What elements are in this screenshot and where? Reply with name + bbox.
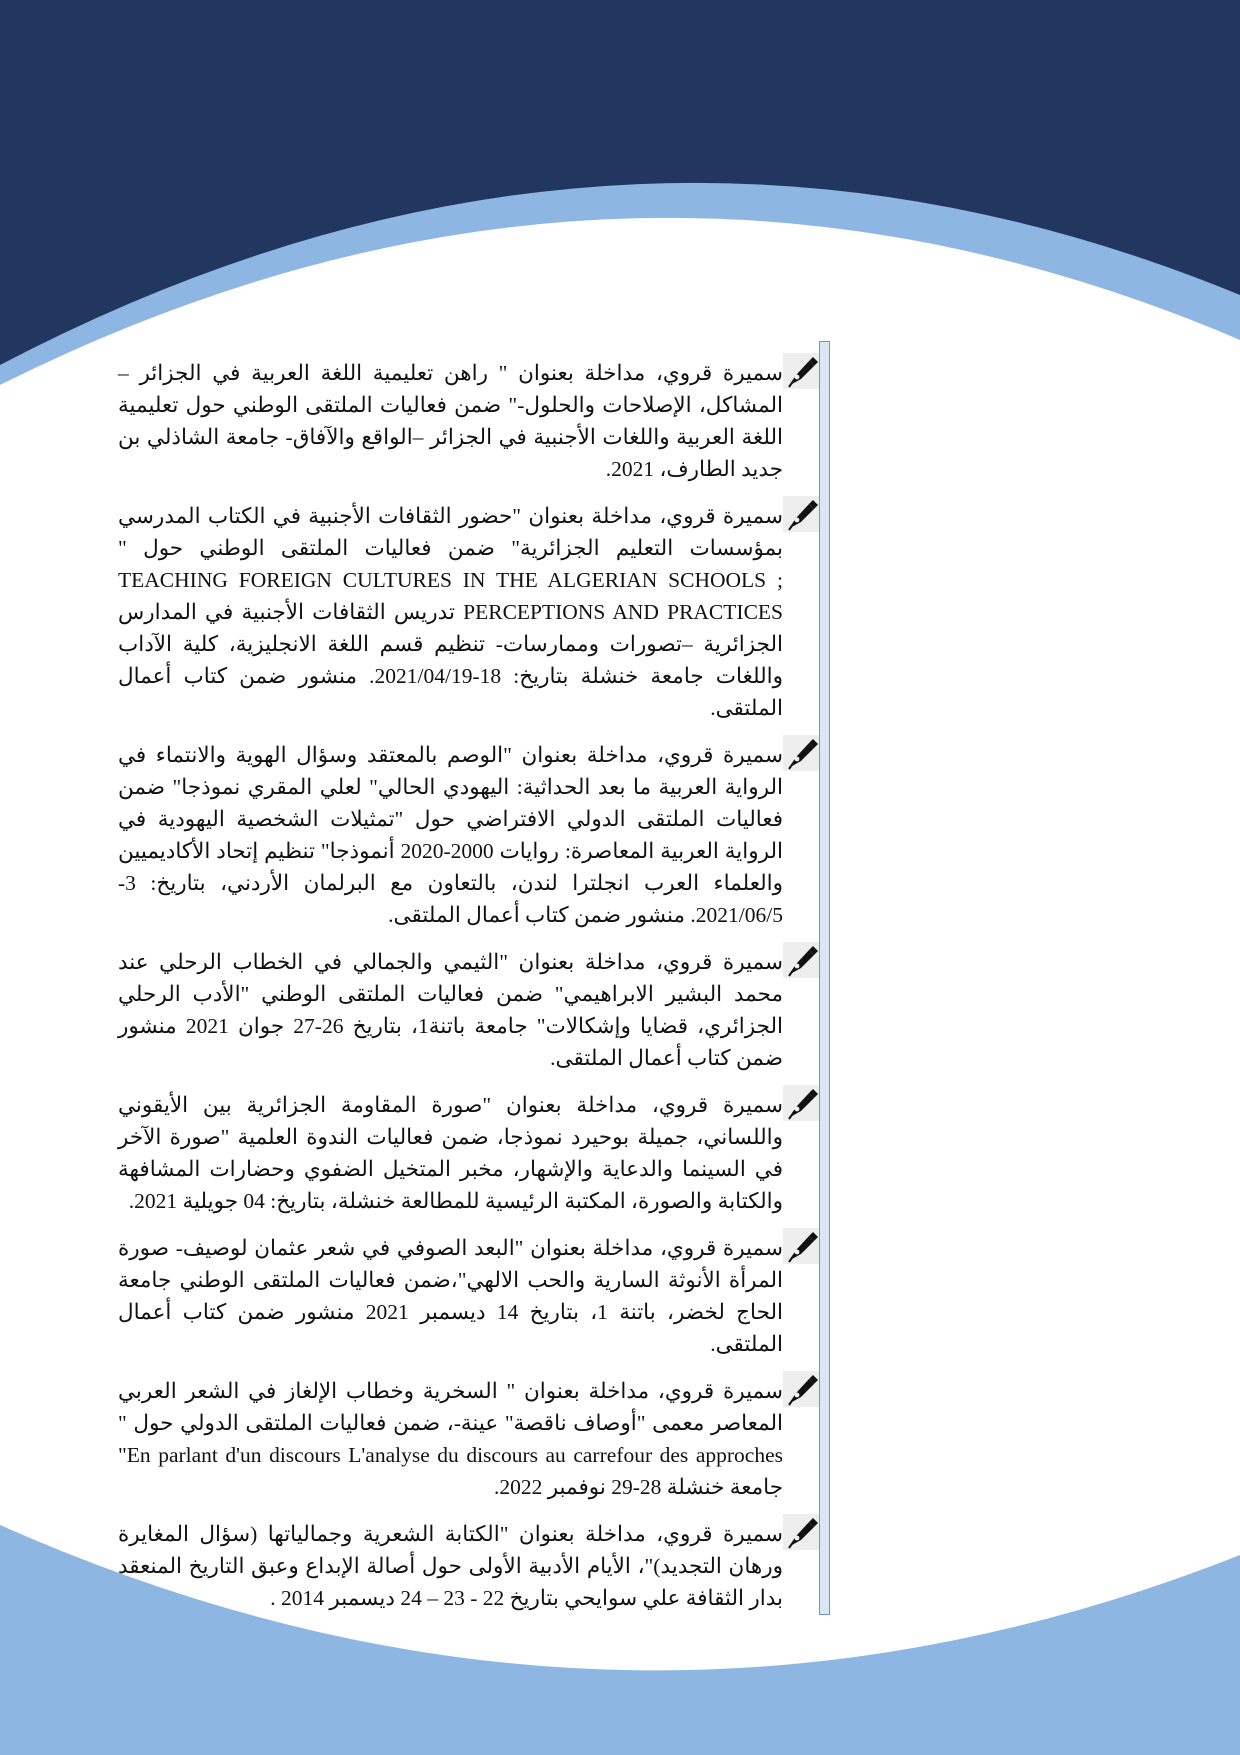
- entry-text: سميرة قروي، مداخلة بعنوان " السخرية وخطاب الإلغاز في الشعر العربي المعاصر معمى "أوصاف ناقصة" عينة-، ضمن فعاليات الملتقى الدولي حول " En parlant d'un discours L'analyse du discours au carrefour des approches" جامعة خنشلة 28-29 نوفمبر 2022.: [118, 1379, 783, 1499]
- entry-text: سميرة قروي، مداخلة بعنوان "الوصم بالمعتقد وسؤال الهوية والانتماء في الرواية العربية ما بعد الحداثية: اليهودي الحالي" لعلي المقري نموذجا" ضمن فعاليات الملتقى الدولي الافتراضي حول "تمثيلات الشخصية اليهودية في الرواية العربية المعاصرة: روايات 2000-2020 أنموذجا" تنظيم إتحاد الأكاديميين والعلماء العرب انجلترا لندن، بالتعاون مع البرلمان الأردني، بتاريخ: 3-2021/06/5. منشور ضمن كتاب أعمال الملتقى.: [118, 743, 783, 927]
- fountain-pen-icon: [783, 496, 819, 532]
- fountain-pen-icon: [783, 942, 819, 978]
- entry-text: سميرة قروي، مداخلة بعنوان "البعد الصوفي في شعر عثمان لوصيف- صورة المرأة الأنوثة السارية والحب الالهي"،ضمن فعاليات الملتقى الوطني جامعة الحاج لخضر، باتنة 1، بتاريخ 14 ديسمبر 2021 منشور ضمن كتاب أعمال الملتقى.: [118, 1236, 783, 1356]
- list-item: [82, 1232, 783, 1360]
- vertical-rule: [819, 341, 830, 1615]
- entry-text: سميرة قروي، مداخلة بعنوان "صورة المقاومة الجزائرية بين الأيقوني واللساني، جميلة بوحيرد نموذجا، ضمن فعاليات الندوة العلمية "صورة الآخر في السينما والدعاية والإشهار، مخبر المتخيل الضفوي وحضارات المشافهة والكتابة والصورة، المكتبة الرئيسية للمطالعة خنشلة، بتاريخ: 04 جويلية 2021.: [118, 1093, 783, 1213]
- list-item: [82, 1518, 783, 1614]
- list-item: [82, 739, 783, 931]
- conference-entries-list: [82, 357, 783, 1629]
- fountain-pen-icon: [783, 1514, 819, 1550]
- entry-text: سميرة قروي، مداخلة بعنوان "الثيمي والجمالي في الخطاب الرحلي عند محمد البشير الابراهيمي" ضمن فعاليات الملتقى الوطني "الأدب الرحلي الجزائري، قضايا وإشكالات" جامعة باتنة1، بتاريخ 26-27 جوان 2021 منشور ضمن كتاب أعمال الملتقى.: [118, 950, 783, 1070]
- list-item: [82, 357, 783, 485]
- entry-text: سميرة قروي، مداخلة بعنوان "حضور الثقافات الأجنبية في الكتاب المدرسي بمؤسسات التعليم الجزائرية" ضمن فعاليات الملتقى الوطني حول " TEACHING FOREIGN CULTURES IN THE ALGERIAN SCHOOLS ; PERCEPTIONS AND PRACTICES تدريس الثقافات الأجنبية في المدارس الجزائرية –تصورات وممارسات- تنظيم قسم اللغة الانجليزية، كلية الآداب واللغات جامعة خنشلة بتاريخ: 18-2021/04/19. منشور ضمن كتاب أعمال الملتقى.: [118, 504, 783, 720]
- list-item: [82, 500, 783, 724]
- list-item: [82, 946, 783, 1074]
- entry-text: سميرة قروي، مداخلة بعنوان "الكتابة الشعرية وجمالياتها (سؤال المغايرة ورهان التجديد)"، الأيام الأدبية الأولى حول أصالة الإبداع وعبق التاريخ المنعقد بدار الثقافة علي سوايحي بتاريخ 22 - 23 – 24 ديسمبر 2014 .: [118, 1522, 783, 1610]
- fountain-pen-icon: [783, 1228, 819, 1264]
- fountain-pen-icon: [783, 1085, 819, 1121]
- list-item: [82, 1375, 783, 1503]
- entry-text: سميرة قروي، مداخلة بعنوان " راهن تعليمية اللغة العربية في الجزائر –المشاكل، الإصلاحات والحلول-" ضمن فعاليات الملتقى الوطني حول تعليمية اللغة العربية واللغات الأجنبية في الجزائر –الواقع والآفاق- جامعة الشاذلي بن جديد الطارف، 2021.: [118, 361, 783, 481]
- list-item: [82, 1089, 783, 1217]
- fountain-pen-icon: [783, 735, 819, 771]
- fountain-pen-icon: [783, 1371, 819, 1407]
- fountain-pen-icon: [783, 353, 819, 389]
